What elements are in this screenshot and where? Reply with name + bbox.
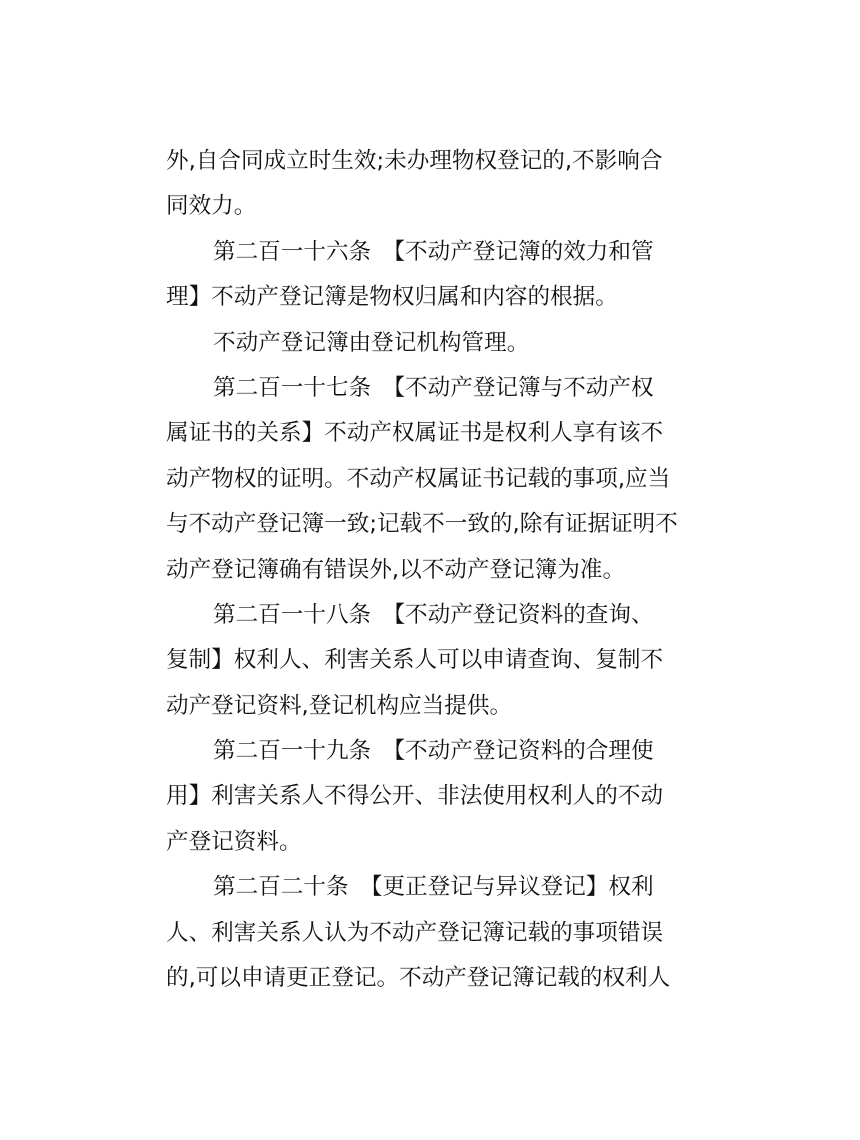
text-line: 用】利害关系人不得公开、非法使用权利人的不动 bbox=[166, 783, 664, 810]
article-216-heading-line: 第二百一十六条 【不动产登记簿的效力和管 bbox=[213, 238, 654, 265]
document-page bbox=[166, 139, 688, 1001]
text-line: 理】不动产登记簿是物权归属和内容的根据。 bbox=[166, 284, 618, 311]
text-line: 的,可以申请更正登记。不动产登记簿记载的权利人 bbox=[166, 965, 671, 992]
article-217-heading-line: 第二百一十七条 【不动产登记簿与不动产权 bbox=[213, 374, 654, 401]
text-line: 属证书的关系】不动产权属证书是权利人享有该不 bbox=[166, 420, 664, 447]
text-line: 不动产登记簿由登记机构管理。 bbox=[213, 329, 530, 356]
text-line: 同效力。 bbox=[166, 193, 257, 220]
text-line: 与不动产登记簿一致;记载不一致的,除有证据证明不 bbox=[166, 511, 678, 538]
text-line: 外,自合同成立时生效;未办理物权登记的,不影响合 bbox=[166, 148, 663, 174]
text-line: 动产物权的证明。不动产权属证书记载的事项,应当 bbox=[166, 465, 671, 492]
text-line: 动产登记资料,登记机构应当提供。 bbox=[166, 692, 513, 719]
article-218-heading-line: 第二百一十八条 【不动产登记资料的查询、 bbox=[213, 601, 654, 628]
text-line: 产登记资料。 bbox=[166, 828, 302, 855]
article-220-heading-line: 第二百二十条 【更正登记与异议登记】权利 bbox=[213, 874, 654, 901]
text-line: 人、利害关系人认为不动产登记簿记载的事项错误 bbox=[166, 919, 664, 946]
text-line: 动产登记簿确有错误外,以不动产登记簿为准。 bbox=[166, 556, 626, 583]
text-line: 复制】权利人、利害关系人可以申请查询、复制不 bbox=[166, 647, 664, 674]
article-219-heading-line: 第二百一十九条 【不动产登记资料的合理使 bbox=[213, 738, 654, 765]
